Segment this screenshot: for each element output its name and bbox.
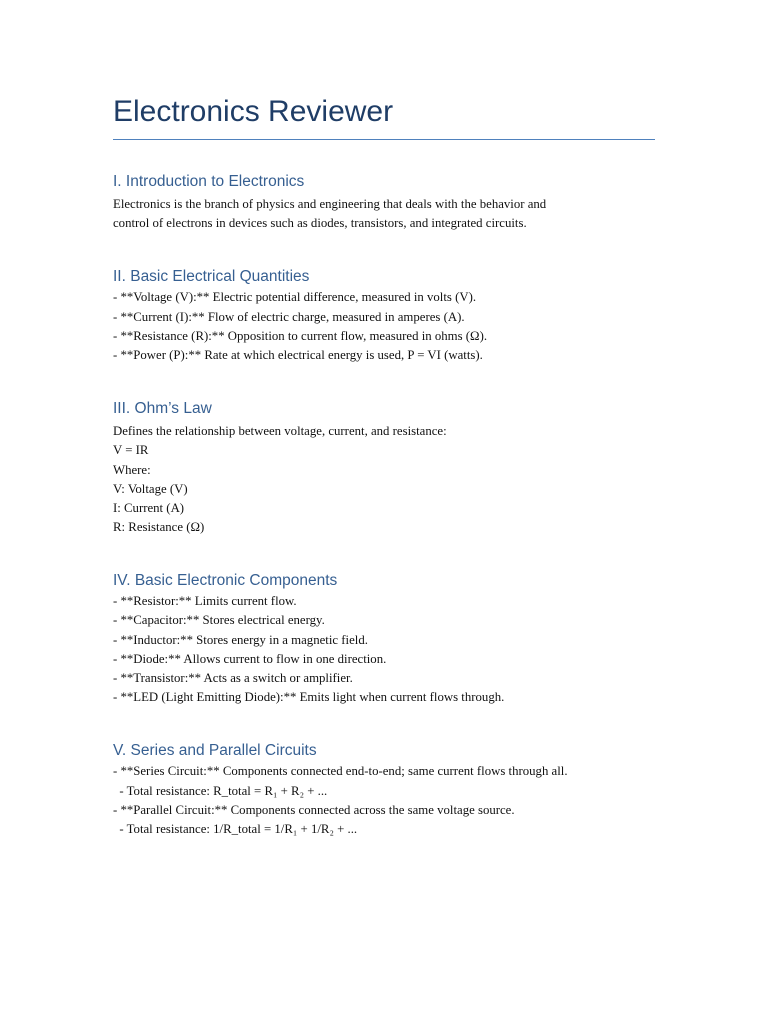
list-subitem: - Total resistance: R_total = R₁ + R₂ + ... [113, 783, 328, 798]
section-heading: I. Introduction to Electronics [113, 173, 305, 190]
section-heading: III. Ohm’s Law [113, 400, 212, 418]
list-item: - **Resistor:** Limits current flow. [113, 594, 297, 609]
paragraph-line: Where: [113, 462, 151, 477]
list-item: - **LED (Light Emitting Diode):** Emits light when current flows through. [113, 690, 505, 705]
title-divider [113, 139, 655, 140]
paragraph-line: Defines the relationship between voltage, current, and resistance: [113, 424, 447, 439]
definition-line: I: Current (A) [113, 500, 185, 515]
section-ohms-law [113, 398, 655, 537]
section-components [113, 570, 655, 707]
document-title: Electronics Reviewer [113, 95, 394, 128]
section-heading: IV. Basic Electronic Components [113, 572, 338, 590]
section-heading: V. Series and Parallel Circuits [113, 742, 317, 760]
section-heading: II. Basic Electrical Quantities [113, 268, 310, 286]
paragraph-line: control of electrons in devices such as diodes, transistors, and integrated circuits. [113, 216, 527, 231]
list-item: - **Diode:** Allows current to flow in one direction. [113, 651, 387, 666]
list-item: - **Parallel Circuit:** Components connected across the same voltage source. [113, 802, 515, 817]
document-body [113, 0, 655, 839]
section-basic-quantities [113, 266, 655, 365]
list-item: - **Transistor:** Acts as a switch or amplifier. [113, 671, 353, 685]
list-item: - **Series Circuit:** Components connected end-to-end; same current flows through all. [113, 764, 568, 779]
list-item: - **Capacitor:** Stores electrical energy. [113, 613, 325, 628]
list-item: - **Resistance (R):** Opposition to current flow, measured in ohms (Ω). [113, 328, 488, 343]
list-item: - **Power (P):** Rate at which electrical energy is used, P = VI (watts). [113, 347, 483, 362]
list-item: - **Voltage (V):** Electric potential difference, measured in volts (V). [113, 290, 477, 305]
section-introduction [113, 171, 655, 233]
paragraph-line: Electronics is the branch of physics and engineering that deals with the behavior and [113, 197, 547, 211]
definition-line: R: Resistance (Ω) [113, 520, 205, 535]
list-item: - **Inductor:** Stores energy in a magnetic field. [113, 632, 368, 647]
list-subitem: - Total resistance: 1/R_total = 1/R₁ + 1/R₂ + ... [113, 821, 358, 836]
definition-line: V: Voltage (V) [113, 481, 188, 496]
section-circuits [113, 740, 655, 839]
formula-line: V = IR [113, 443, 149, 458]
list-item: - **Current (I):** Flow of electric charge, measured in amperes (A). [113, 309, 465, 324]
